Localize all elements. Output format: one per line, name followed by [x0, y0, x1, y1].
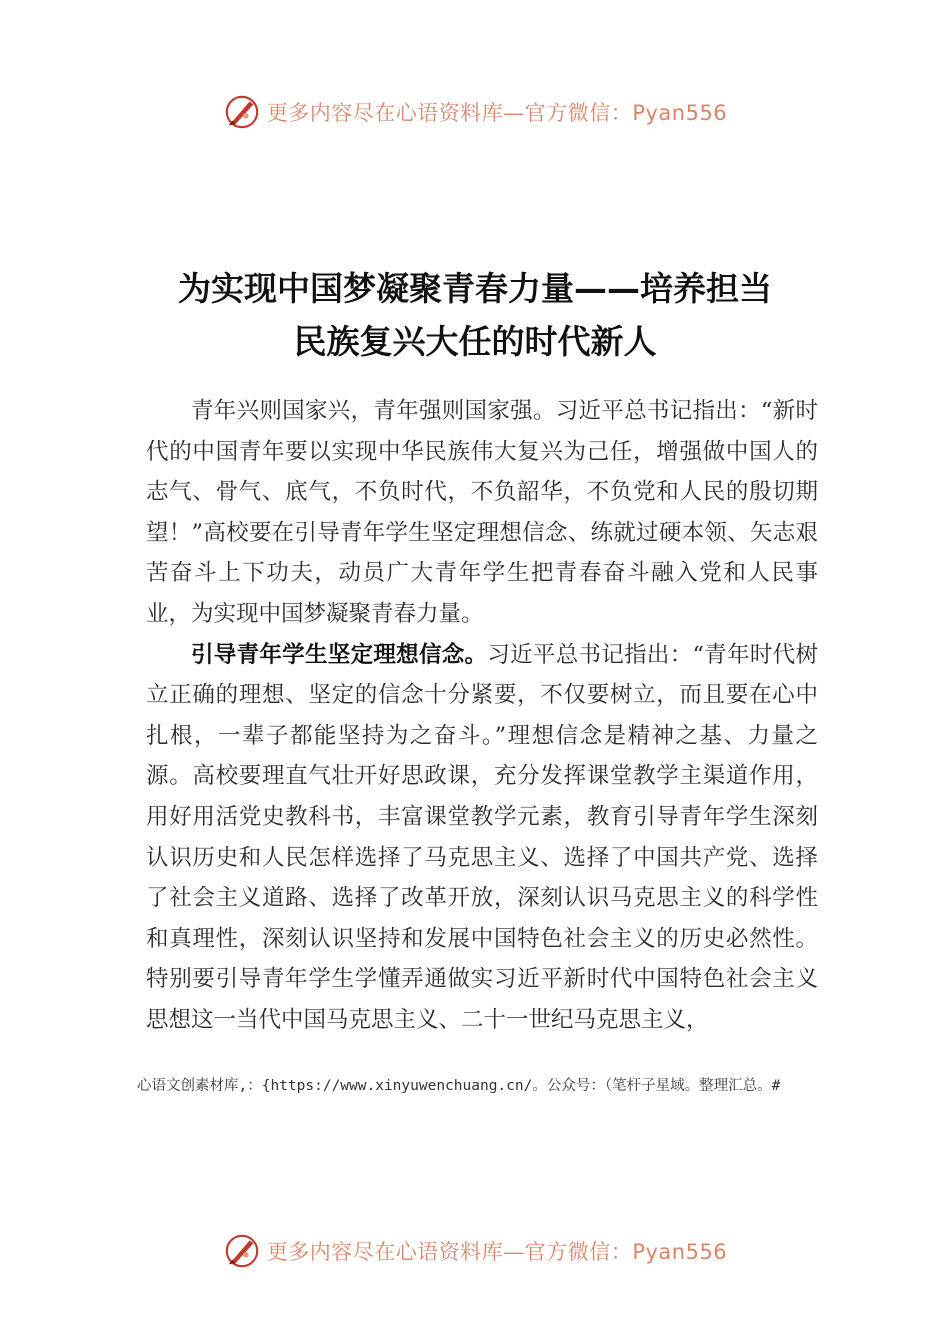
paragraph-heading: 引导青年学生坚定理想信念。: [191, 641, 488, 668]
document-body: [146, 391, 818, 1041]
watermark-text: 更多内容尽在心语资料库—官方微信：Pyan556: [266, 1240, 728, 1264]
paragraph: 青年兴则国家兴，青年强则国家强。习近平总书记指出：“新时代的中国青年要以实现中华民族伟大复兴为己任，增强做中国人的志气、骨气、底气，不负时代，不负韶华，不负党和人民的殷切期望！”高校要在引导青年学生坚定理想信念、练就过硬本领、矢志艰苦奋斗上下功夫，动员广大青年学生把青春奋斗融入党和人民事业，为实现中国梦凝聚青春力量。: [146, 398, 818, 627]
watermark-text: 更多内容尽在心语资料库—官方微信：Pyan556: [266, 101, 728, 125]
pen-logo-icon: [223, 93, 261, 131]
title-line-1: 为实现中国梦凝聚青春力量——培养担当: [178, 269, 772, 308]
footer-watermark: [0, 1232, 950, 1270]
paragraph: 引导青年学生坚定理想信念。习近平总书记指出：“青年时代树立正确的理想、坚定的信念十分紧要，不仅要树立，而且要在心中扎根，一辈子都能坚持为之奋斗。”理想信念是精神之基、力量之源。高校要理直气壮开好思政课，充分发挥课堂教学主渠道作用，用好用活党史教科书，丰富课堂教学元素，教育引导青年学生深刻认识历史和人民怎样选择了马克思主义、选择了中国共产党、选择了社会主义道路、选择了改革开放，深刻认识马克思主义的科学性和真理性，深刻认识坚持和发展中国特色社会主义的历史必然性。特别要引导青年学生学懂弄通做实习近平新时代中国特色社会主义思想这一当代中国马克思主义、二十一世纪马克思主义，: [146, 641, 818, 1033]
title-line-2: 民族复兴大任的时代新人: [293, 322, 657, 361]
pen-logo-icon: [223, 1232, 261, 1270]
source-note: 心语文创素材库,：{https://www.xinyuwenchuang.cn/。公众号：（笔杆子星域。整理汇总。#: [137, 1078, 781, 1094]
header-watermark: [0, 93, 950, 131]
document-title: [0, 262, 950, 368]
